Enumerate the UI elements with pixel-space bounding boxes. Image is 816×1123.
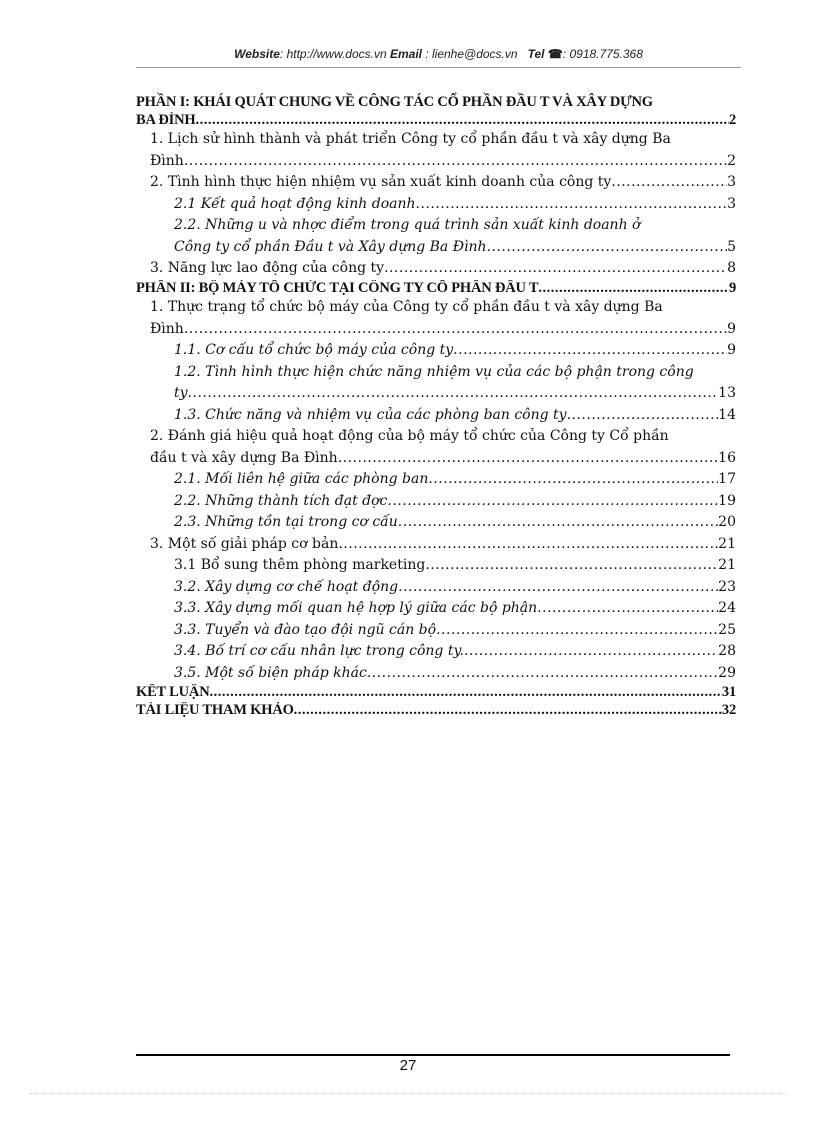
toc-entry-title: 2.3. Những tồn tại trong cơ cấu [174, 514, 398, 530]
toc-entry[interactable] [136, 620, 736, 642]
website-value[interactable]: : http://www.docs.vn [279, 47, 387, 61]
toc-leader-dots [387, 491, 718, 513]
toc-entry[interactable] [136, 172, 736, 194]
tel-label: Tel [527, 47, 545, 61]
toc-entry-title-line: 2.2. Những u và nhợc điểm trong quá trình sản xuất kinh doanh ở [174, 217, 641, 233]
toc-page-number: 2 [727, 152, 736, 169]
toc-entry[interactable] [136, 512, 736, 534]
toc-entry-title: 3. Năng lực lao động của công ty [150, 260, 385, 276]
toc-entry[interactable] [136, 297, 736, 340]
toc-entry-title-line: 1.2. Tình hình thực hiện chức năng nhiệm vụ của các bộ phận trong công [174, 363, 694, 380]
toc-entry-title: KẾT LUẬN [136, 684, 210, 700]
toc-entry-title-line: PHẦN I: KHÁI QUÁT CHUNG VỀ CÔNG TÁC CỔ PHẦN ĐẦU T VÀ XÂY DỰNG [136, 94, 653, 110]
toc-entry-title-line: 2. Đánh giá hiệu quả hoạt động của bộ máy tổ chức của Công ty Cổ phần [150, 428, 669, 444]
toc-page-number: 25 [718, 621, 736, 638]
toc-entry-title: Công ty cổ phần Đầu t và Xây dựng Ba Đình [174, 238, 487, 255]
toc-leader-dots [453, 340, 727, 362]
toc-leader-dots [367, 663, 718, 685]
toc-entry-title-line: 1. Thực trạng tổ chức bộ máy của Công ty cổ phần đầu t và xây dựng Ba [150, 299, 663, 315]
toc-entry[interactable] [136, 258, 736, 280]
toc-entry[interactable] [136, 641, 736, 663]
toc-leader-dots [294, 702, 722, 720]
footer-divider [136, 1054, 730, 1056]
toc-page-number: 3 [727, 174, 736, 190]
email-label: Email [389, 47, 422, 61]
toc-entry-title: 3.1 Bổ sung thêm phòng marketing [174, 557, 426, 573]
toc-leader-dots [416, 194, 728, 216]
toc-leader-dots [384, 258, 727, 280]
toc-entry-title: 3.3. Tuyển và đào tạo đội ngũ cán bộ [174, 621, 437, 638]
toc-leader-dots [209, 684, 721, 702]
toc-entry-title: đầu t và xây dựng Ba Đình [150, 449, 338, 466]
toc-entry-title: BA ĐÌNH [136, 111, 196, 128]
toc-leader-dots [184, 319, 727, 341]
toc-page-number: 2 [728, 111, 736, 128]
toc-entry-title: TÀI LIỆU THAM KHẢO [136, 701, 294, 718]
toc-entry[interactable] [136, 215, 736, 258]
toc-entry-title: 3.2. Xây dựng cơ chế hoạt động [174, 578, 399, 595]
tel-value: : 0918.775.368 [562, 47, 643, 61]
toc-entry[interactable] [136, 469, 736, 491]
header-divider [136, 67, 741, 68]
toc-page-number: 16 [718, 449, 736, 466]
toc-page-number: 8 [727, 260, 736, 276]
toc-page-number: 23 [718, 578, 736, 595]
toc-entry[interactable] [136, 491, 736, 513]
toc-page-number: 28 [718, 643, 736, 659]
toc-entry[interactable] [136, 598, 736, 620]
toc-entry-title-line: 1. Lịch sử hình thành và phát triển Công ty cổ phần đầu t và xây dựng Ba [150, 131, 671, 147]
toc-entry[interactable] [136, 426, 736, 469]
toc-entry-title: Đình [150, 320, 184, 337]
toc-leader-dots [184, 151, 727, 173]
toc-entry[interactable] [136, 280, 736, 298]
toc-entry-title: 1.1. Cơ cấu tổ chức bộ máy của công ty [174, 342, 454, 358]
toc-leader-dots [567, 405, 719, 427]
toc-entry-title: 2. Tình hình thực hiện nhiệm vụ sản xuất kinh doanh của công ty [150, 174, 612, 190]
toc-leader-dots [398, 577, 718, 599]
toc-page-number: 20 [718, 514, 736, 530]
toc-leader-dots [537, 598, 718, 620]
toc-entry[interactable] [136, 555, 736, 577]
toc-leader-dots [464, 641, 718, 663]
toc-page-number: 17 [718, 471, 736, 487]
toc-page-number: 9 [727, 342, 736, 358]
website-label: Website [234, 47, 280, 61]
toc-leader-dots [538, 280, 729, 298]
toc-page-number: 29 [718, 664, 736, 681]
toc-page-number: 32 [721, 701, 736, 718]
toc-entry[interactable] [136, 702, 736, 720]
toc-page-number: 14 [718, 406, 736, 423]
toc-entry[interactable] [136, 663, 736, 685]
toc-entry[interactable] [136, 534, 736, 556]
toc-entry[interactable] [136, 129, 736, 172]
toc-entry[interactable] [136, 362, 736, 405]
toc-page-number: 13 [718, 385, 736, 401]
page-edge [30, 1093, 786, 1094]
toc-page-number: 9 [728, 279, 736, 296]
table-of-contents [136, 94, 736, 719]
page-number: 27 [399, 1057, 417, 1074]
toc-entry-title: 2.1. Mối liên hệ giữa các phòng ban [174, 471, 429, 487]
toc-page-number: 5 [727, 238, 736, 255]
toc-entry[interactable] [136, 577, 736, 599]
toc-leader-dots [338, 448, 718, 470]
toc-entry[interactable] [136, 684, 736, 702]
toc-entry-title: 2.1 Kết quả hoạt động kinh doanh [174, 195, 416, 212]
toc-page-number: 21 [718, 535, 736, 552]
toc-entry-title: 2.2. Những thành tích đạt đợc [174, 492, 388, 509]
toc-leader-dots [195, 112, 729, 130]
toc-entry-title: ty [174, 385, 188, 401]
toc-page-number: 19 [718, 492, 736, 509]
toc-entry[interactable] [136, 405, 736, 427]
toc-entry-title: 1.3. Chức năng và nhiệm vụ của các phòng ban công ty [174, 406, 567, 423]
toc-leader-dots [487, 237, 728, 259]
toc-entry-title: Đình [150, 152, 184, 169]
toc-entry-title: 3.3. Xây dựng mối quan hệ hợp lý giữa các bộ phận [174, 600, 538, 616]
toc-page-number: 21 [718, 557, 736, 573]
toc-page-number: 24 [718, 600, 736, 616]
toc-page-number: 3 [727, 195, 736, 212]
toc-leader-dots [188, 383, 719, 405]
toc-page-number: 9 [727, 320, 736, 337]
phone-icon: ☎ [547, 47, 563, 61]
email-value[interactable]: : lienhe@docs.vn [422, 47, 518, 61]
toc-entry[interactable] [136, 194, 736, 216]
toc-leader-dots [611, 172, 727, 194]
toc-entry-title: 3.5. Một số biện pháp khác [174, 664, 367, 681]
toc-entry[interactable] [136, 94, 736, 129]
toc-entry[interactable] [136, 340, 736, 362]
toc-entry-title: 3.4. Bố trí cơ cấu nhân lực trong công ty. [174, 643, 464, 659]
toc-leader-dots [436, 620, 718, 642]
toc-page-number: 31 [721, 684, 736, 700]
toc-leader-dots [425, 555, 718, 577]
page-header [136, 47, 741, 65]
toc-entry-title: PHẦN II: BỘ MÁY TỔ CHỨC TẠI CÔNG TY CỔ PHẦN ĐẦU T [136, 279, 539, 296]
toc-leader-dots [428, 469, 718, 491]
toc-leader-dots [398, 512, 718, 534]
toc-leader-dots [338, 534, 718, 556]
toc-entry-title: 3. Một số giải pháp cơ bản [150, 535, 339, 552]
